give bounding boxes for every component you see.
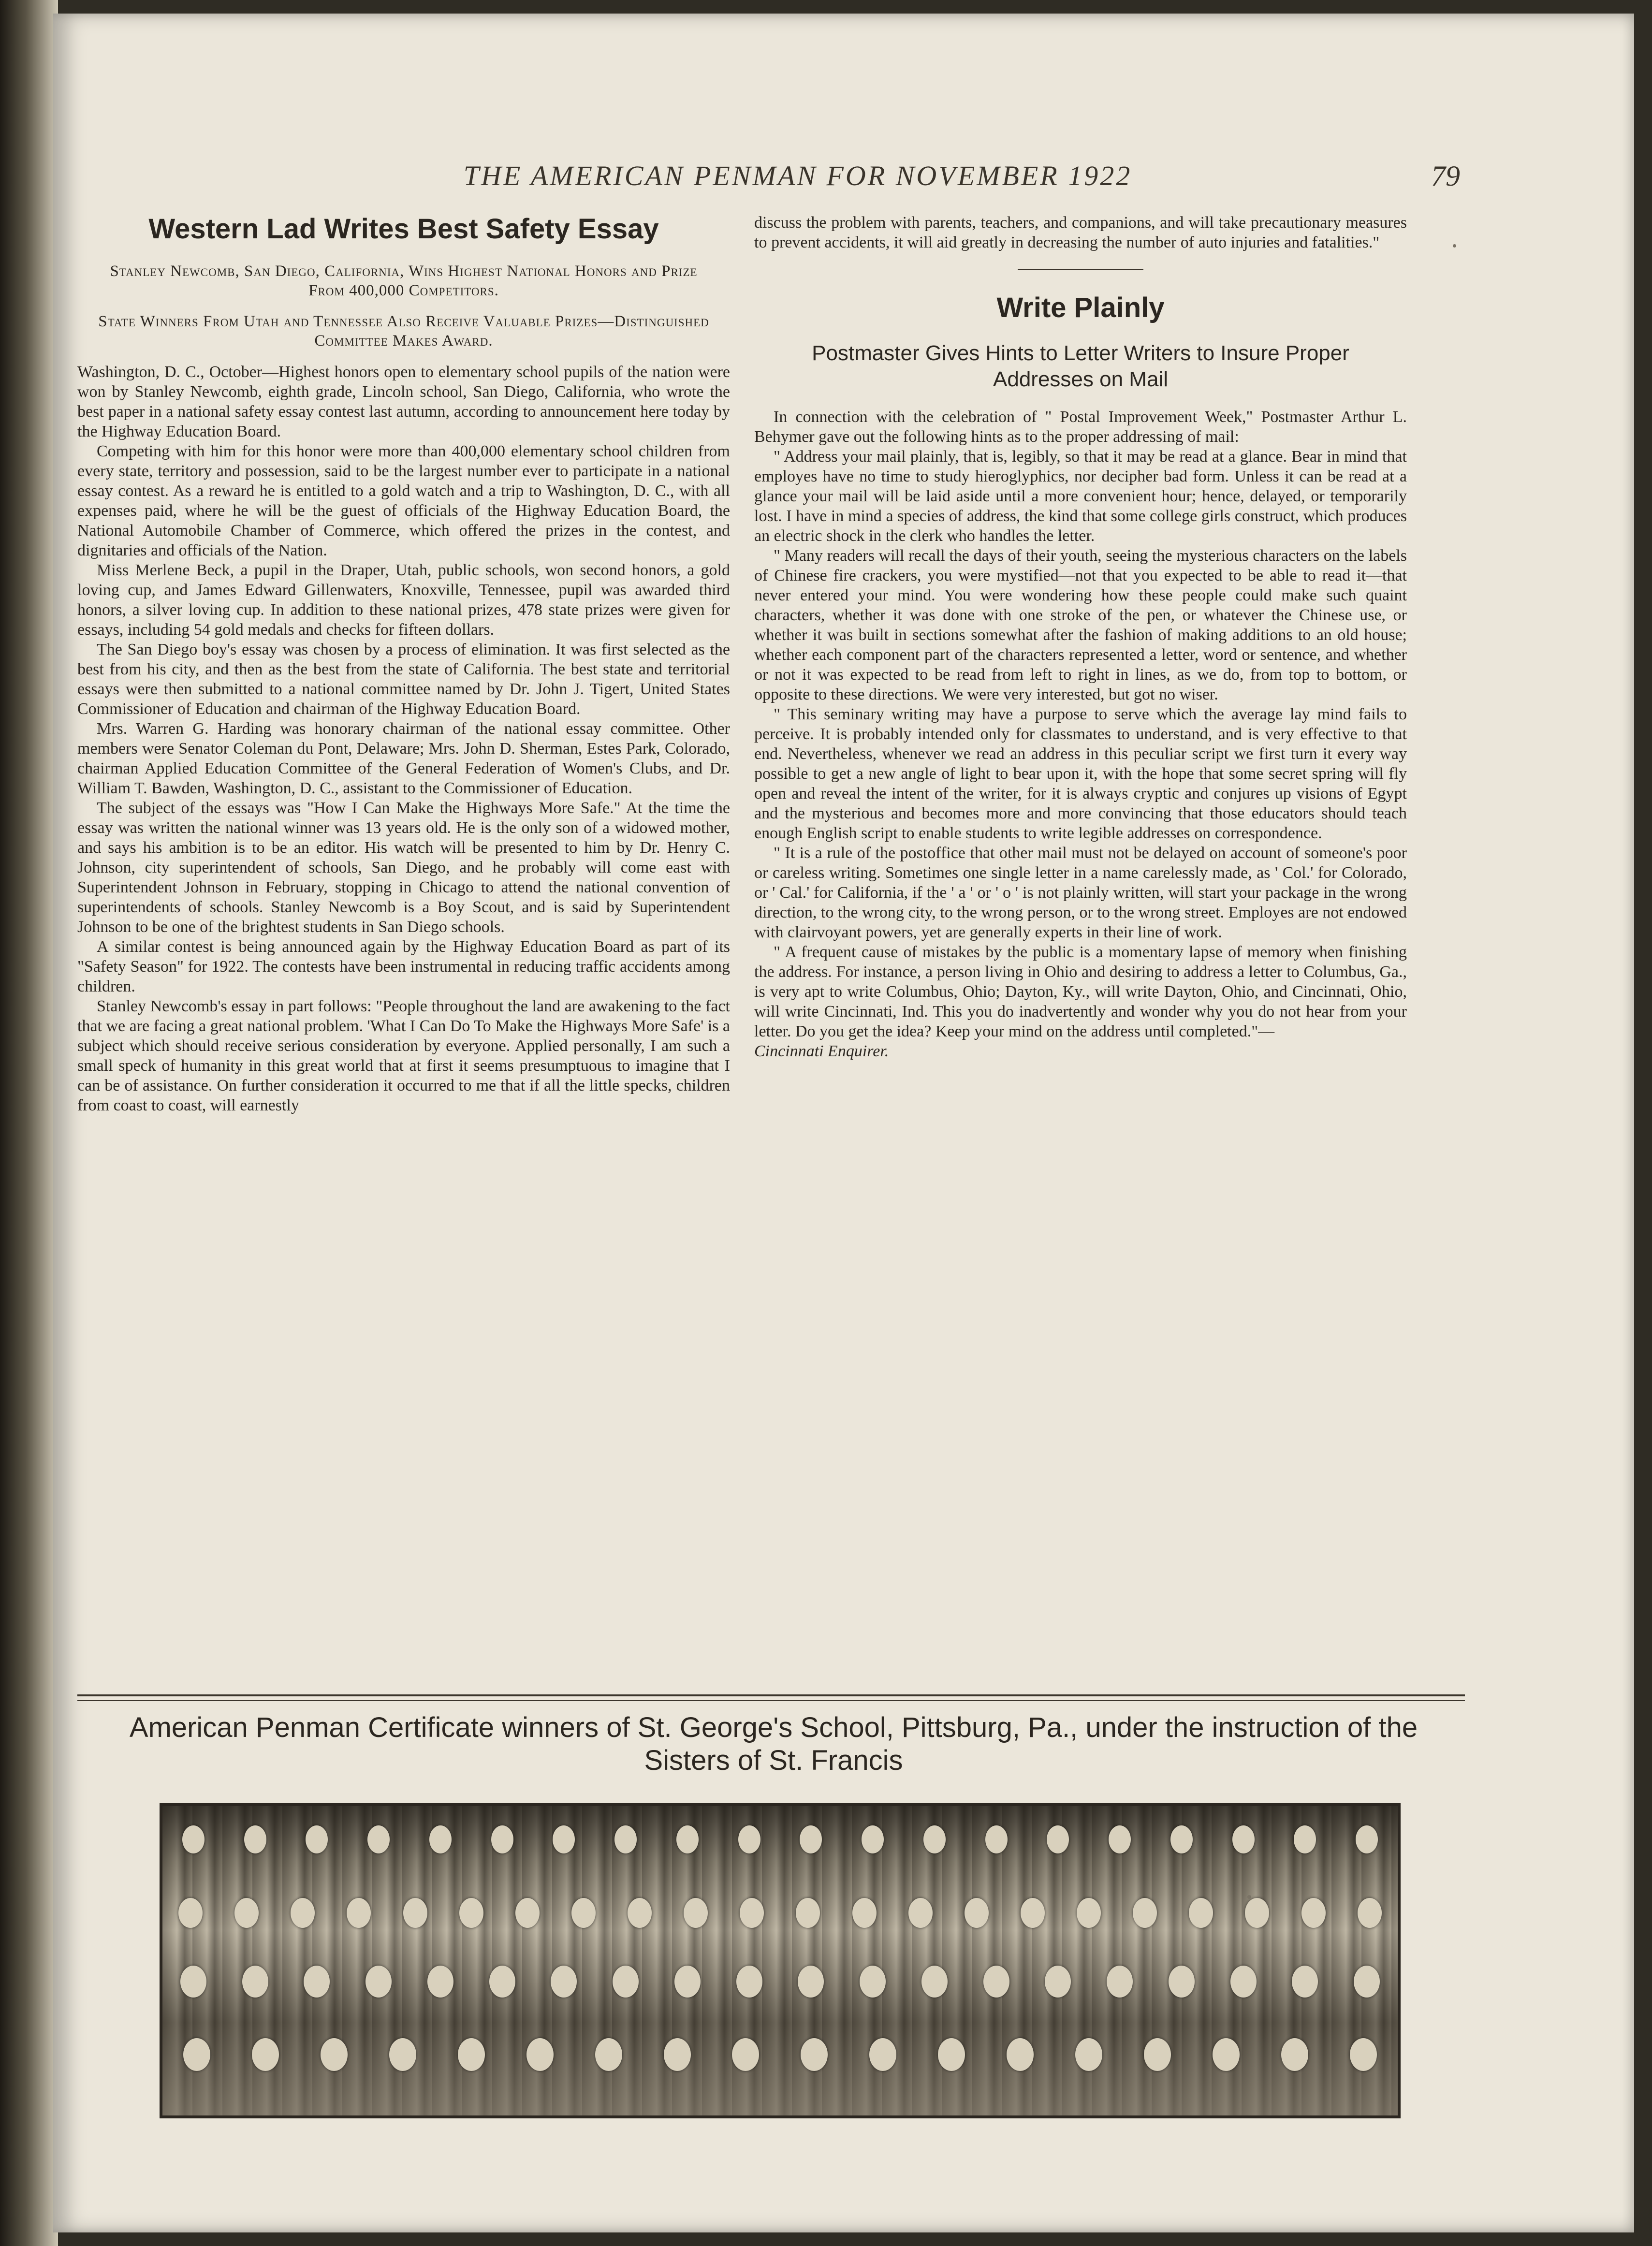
book-spine-shadow bbox=[0, 0, 58, 2246]
article-headline: Western Lad Writes Best Safety Essay bbox=[148, 213, 659, 245]
photo-middle-row bbox=[162, 1898, 1398, 1928]
paragraph: Competing with him for this honor were more than 400,000 elementary school children from every state, territory and possession, said to be the largest number ever to participate in a national essay contest. As a reward he is entitled to a gold watch and a trip to Washington, D. C., with all expenses paid, where he will be the guest of officials of the Highway Education Board, the National Automobile Chamber of Commerce, which offered the prizes in the contest, and dignitaries and officials of the Nation. bbox=[77, 442, 730, 559]
group-photograph bbox=[160, 1803, 1401, 2118]
paragraph: Stanley Newcomb's essay in part follows: "People throughout the land are awakening to the fact that we are facing a great national problem. 'What I Can Do To Make the Highways More Safe' is a subject which should receive serious consideration by everyone. Applied personally, I am such a small speck of humanity in this great world that at first it seems presumptuous to imagine that I can be of assistance. On further consideration it occurred to me that if all the little specks, children from coast to coast, will earnestly bbox=[77, 997, 730, 1114]
paragraph: " Address your mail plainly, that is, legibly, so that it may be read at a glance. Bear in mind that employes have no time to study hieroglyphics, nor decipher bad form. Unless it can be read at a glance your mail will be laid aside until a more convenient hour; hence, delayed, or temporarily lost. I have in mind a species of address, the kind that some college girls construct, which produces an electric shock in the clerk who handles the letter. bbox=[754, 448, 1407, 545]
paragraph: " Many readers will recall the days of their youth, seeing the mysterious characters on the labels of Chinese fire crackers, you were mystified—not that you expected to be able to read it—that never entered your mind. You were wondering how these people could make such quaint characters, whether it was done with one stroke of the pen, or whatever the Chinese use, or whether it was built in sections somewhat after the fashion of making additions to an old house; whether each component part of the characters represented a letter, word or sentence, and whether or not it was expected to be read from left to right in lines, as we do, from top to bottom, or opposite to these directions. We were very interested, but got no wiser. bbox=[754, 547, 1407, 703]
paragraph: " This seminary writing may have a purpose to serve which the average lay mind fails to perceive. It is probably intended only for classmates to understand, and is very effective to that end. Nevertheless, whenever we read an address in this peculiar script we first turn it every way possible to get a new angle of light to bear upon it, with the hope that some secret spring will fly open and reveal the intent of the writer, for it is always cryptic and conjures up visions of Egypt and the mysterious and becomes more and more convincing that those educators should teach enough English script to enable students to write legible addresses on correspondence. bbox=[754, 705, 1407, 842]
photo-back-row bbox=[162, 1825, 1398, 1853]
article-deck: State Winners From Utah and Tennessee Also Receive Valuable Prizes—Distinguished Committee Makes Award. bbox=[98, 313, 709, 350]
paragraph: " A frequent cause of mistakes by the public is a momentary lapse of memory when finishing the address. For instance, a person living in Ohio and desiring to address a letter to Columbus, Ga., is very apt to write Columbus, Ohio; Dayton, Ky., will write Dayton, Ohio, and Cincinnati, Ohio, will write Cincinnati, Ind. This you do inadvertently and wonder why you do not hear from your letter. Do you get the idea? Keep your mind on the address until completed."— bbox=[754, 943, 1407, 1040]
article-continuation bbox=[754, 213, 1407, 252]
article-body bbox=[77, 362, 730, 1115]
paragraph: Mrs. Warren G. Harding was honorary chairman of the national essay committee. Other members were Senator Coleman du Pont, Delaware; Mrs. John D. Sherman, Estes Park, Colorado, chairman Applied Education Committee of the General Federation of Women's Clubs, and Dr. William T. Bawden, Washington, D. C., assistant to the Commissioner of Education. bbox=[77, 720, 730, 797]
double-rule bbox=[77, 1694, 1465, 1701]
paragraph: The subject of the essays was "How I Can Make the Highways More Safe." At the time the essay was written the national winner was 13 years old. He is the only son of a widowed mother, and says his ambition is to be an editor. His watch will be presented to him by Dr. Henry C. Johnson, city superintendent of schools, San Diego, and he probably will come east with Superintendent Johnson in February, stopping in Chicago to attend the national convention of superintendents of schools. Stanley Newcomb is a Boy Scout, and is said by Superintendent Johnson to be one of the brightest students in San Diego schools. bbox=[77, 799, 730, 936]
article-headline: Write Plainly bbox=[996, 292, 1165, 323]
running-head: THE AMERICAN PENMAN FOR NOVEMBER 1922 bbox=[463, 160, 1132, 191]
paper-speck bbox=[1453, 244, 1456, 248]
photo-seated-row bbox=[162, 1966, 1398, 1998]
article-body bbox=[754, 407, 1407, 1061]
section-divider bbox=[1018, 269, 1143, 270]
right-column bbox=[754, 213, 1407, 1692]
article-subhead: Postmaster Gives Hints to Letter Writers to Insure Proper Addresses on Mail bbox=[812, 341, 1349, 391]
paragraph: A similar contest is being announced again by the Highway Education Board as part of its "Safety Season" for 1922. The contests have been instrumental in reducing traffic accidents among children. bbox=[77, 938, 730, 995]
photo-caption: American Penman Certificate winners of St. George's School, Pittsburg, Pa., under the instruction of the Sisters of St. Francis bbox=[129, 1712, 1418, 1776]
paper-speck bbox=[1247, 1895, 1251, 1899]
paragraph: discuss the problem with parents, teachers, and companions, and will take precautionary measures to prevent accidents, it will aid greatly in decreasing the number of auto injuries and fatalities." bbox=[754, 214, 1407, 251]
article-source: Cincinnati Enquirer. bbox=[754, 1042, 889, 1060]
paragraph: The San Diego boy's essay was chosen by a process of elimination. It was first selected as the best from his city, and then as the best from the state of California. The best state and territorial essays were then submitted to a national committee named by Dr. John J. Tigert, United States Commissioner of Education and chairman of the Highway Education Board. bbox=[77, 641, 730, 718]
paragraph: Miss Merlene Beck, a pupil in the Draper, Utah, public schools, won second honors, a gold loving cup, and James Edward Gillenwaters, Knoxville, Tennessee, pupil was awarded third honors, a silver loving cup. In addition to these national prizes, 478 state prizes were given for essays, including 54 gold medals and checks for fifteen dollars. bbox=[77, 561, 730, 639]
paragraph: Washington, D. C., October—Highest honors open to elementary school pupils of the nation were won by Stanley Newcomb, eighth grade, Lincoln school, San Diego, California, who wrote the best paper in a national safety essay contest last autumn, according to announcement here today by the Highway Education Board. bbox=[77, 363, 730, 440]
article-deck: Stanley Newcomb, San Diego, California, Wins Highest National Honors and Prize From 400,000 Competitors. bbox=[110, 263, 698, 299]
paragraph: " It is a rule of the postoffice that other mail must not be delayed on account of someone's poor or careless writing. Sometimes one single letter in a name carelessly made, as ' Col.' for Colorado, or ' Cal.' for California, if the ' a ' or ' o ' is not plainly written, will start your package in the wrong direction, to the wrong city, to the wrong person, or to the wrong street. Employes are not endowed with clairvoyant powers, yet are generally experts in their line of work. bbox=[754, 844, 1407, 941]
paragraph: In connection with the celebration of " Postal Improvement Week," Postmaster Arthur L. Behymer gave out the following hints as to the proper addressing of mail: bbox=[754, 408, 1407, 446]
page-number: 79 bbox=[1431, 160, 1460, 192]
photo-front-row bbox=[162, 2038, 1398, 2071]
left-column bbox=[77, 213, 730, 1692]
